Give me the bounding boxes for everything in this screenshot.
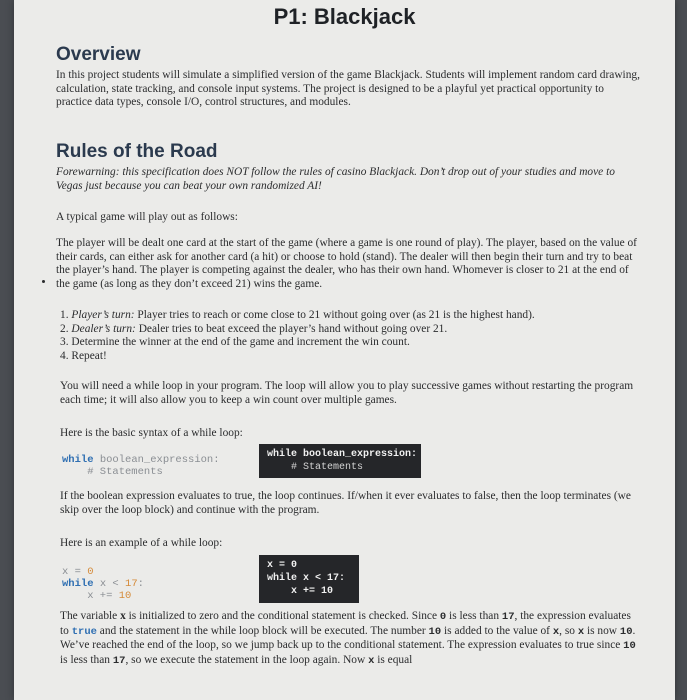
evaluation-paragraph: If the boolean expression evaluates to true, the loop continues. If/when it ever evaluates to false, then the loop terminates (we skip over the loop block) and continue with the program. bbox=[60, 490, 631, 516]
syntax-code-box: while boolean_expression: # Statements bbox=[259, 444, 421, 478]
forewarning-paragraph: Forewarning: this specification does NOT follow the rules of casino Blackjack. Don’t drop out of your studies and move to Vegas just because you can beat your own randomized AI! bbox=[56, 166, 615, 192]
turn-steps-list bbox=[60, 309, 640, 363]
page-title: P1: Blackjack bbox=[273, 4, 416, 29]
rules-heading: Rules of the Road bbox=[56, 141, 218, 162]
typical-game-intro: A typical game will play out as follows: bbox=[56, 211, 238, 223]
list-item: 3. Determine the winner at the end of the game and increment the win count. bbox=[60, 336, 410, 349]
overview-paragraph: In this project students will simulate a simplified version of the game Blackjack. Students will implement random card drawing, calculation, state tracking, and console input systems. The project is designed to be a playful yet practical opportunity to practice data types, console I/O, control structures, and modules. bbox=[56, 69, 640, 109]
overview-heading: Overview bbox=[56, 44, 141, 65]
list-item: 2. Dealer’s turn: Dealer tries to beat exceed the player’s hand without going over 21. bbox=[60, 322, 448, 335]
document-page bbox=[14, 0, 675, 700]
example-explanation-paragraph: The variable x is initialized to zero and the conditional statement is checked. Since 0 is less than 17, the expression evaluates to true and the statement in the while loop block will be executed. The number 10 is added to the value of x, so x is now 10. We’ve reached the end of the loop, so we jump back up to the conditional statement. The expression evaluates to true since 10 is less than 17, so we execute the statement in the loop again. Now x is equal bbox=[60, 610, 636, 667]
example-code-box: x = 0 while x < 17: x += 10 bbox=[259, 555, 359, 603]
example-intro: Here is an example of a while loop: bbox=[60, 537, 223, 549]
syntax-intro: Here is the basic syntax of a while loop: bbox=[60, 427, 243, 439]
list-item: 1. Player’s turn: Player tries to reach or come close to 21 without going over (as 21 is the highest hand). bbox=[60, 309, 535, 321]
syntax-code-snippet: while boolean_expression: # Statements bbox=[62, 454, 220, 478]
list-item: 4. Repeat! bbox=[60, 349, 107, 362]
while-loop-intro-paragraph: You will need a while loop in your program. The loop will allow you to play successive games without restarting the program each time; it will also allow you to keep a win count over multiple games. bbox=[60, 380, 634, 406]
bullet-marker bbox=[42, 280, 45, 283]
example-code-snippet: x = 0 while x < 17: x += 10 bbox=[62, 566, 144, 602]
game-description-paragraph: The player will be dealt one card at the start of the game (where a game is one round of play). The player, based on the value of their cards, can either ask for another card (a hit) or choose to hold (stand). The dealer will then begin their turn and try to beat the player’s hand. The player is competing against the dealer, who has their own hand. Whomever is closer to 21 at the end of the game (as long as they don’t exceed 21) wins the game. bbox=[56, 237, 637, 290]
